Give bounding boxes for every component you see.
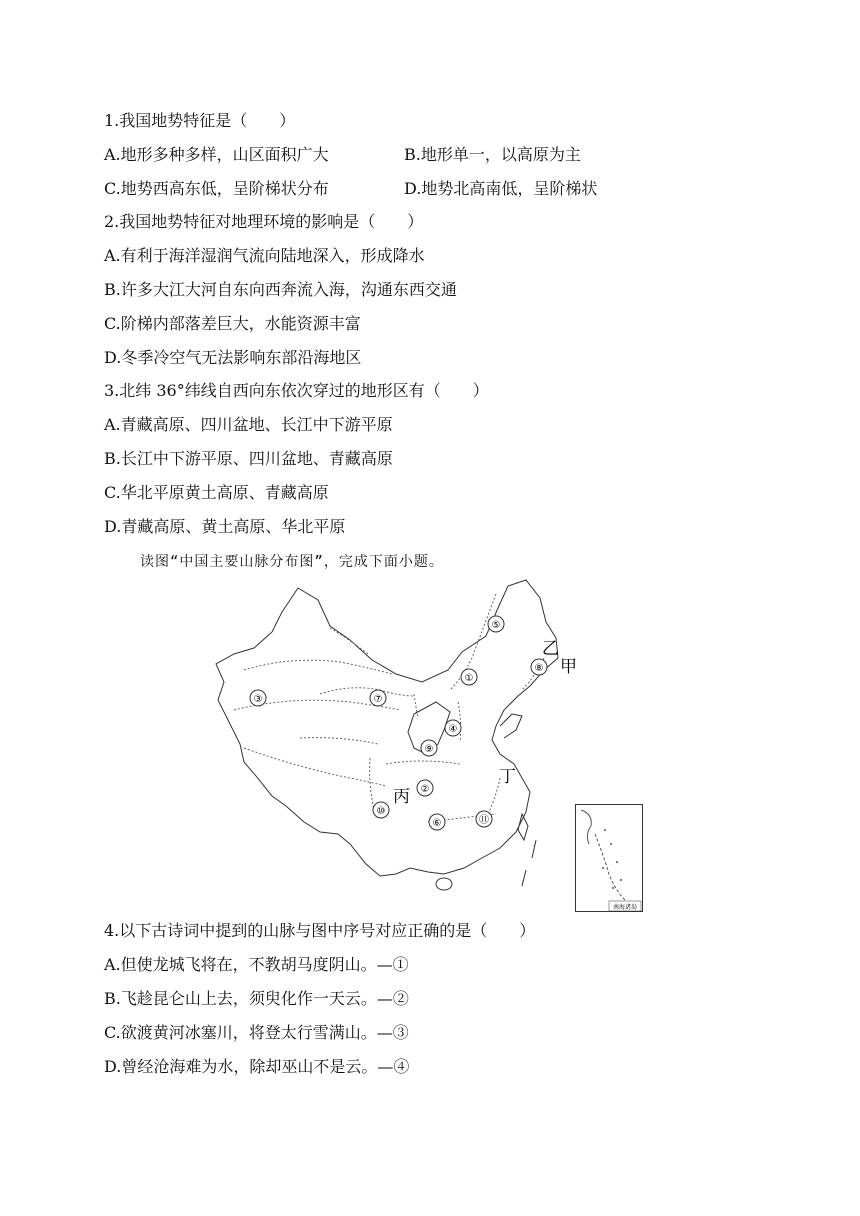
- q3-option-d: D.青藏高原、黄土高原、华北平原: [104, 517, 346, 536]
- boundary-dash: [532, 840, 536, 858]
- marker-1-label: ①: [464, 673, 474, 684]
- marker-4-label: ④: [448, 724, 458, 735]
- marker-6-label: ⑥: [432, 818, 442, 829]
- marker-8: [531, 659, 547, 675]
- q1-option-d: D.地势北高南低，呈阶梯状: [404, 179, 598, 198]
- marker-3-label: ③: [253, 694, 263, 705]
- q1-stem: 1.我国地势特征是（ ）: [104, 111, 296, 130]
- south-china-sea-inset: [575, 804, 643, 912]
- q4-stem: 4.以下古诗词中提到的山脉与图中序号对应正确的是（ ）: [104, 921, 536, 940]
- q4-option-d: D.曾经沧海难为水，除却巫山不是云。—④: [104, 1057, 410, 1076]
- mountain-range-altai: [330, 628, 368, 654]
- marker-9-label: ⑨: [424, 744, 434, 755]
- marker-7-label: ⑦: [373, 694, 383, 705]
- boundary-dash: [522, 870, 526, 886]
- marker-5: [488, 616, 504, 632]
- china-outline: [216, 580, 558, 876]
- q3-option-b: B.长江中下游平原、四川盆地、青藏高原: [104, 449, 393, 468]
- label-yi: 乙: [542, 639, 559, 659]
- marker-11-label: ⑪: [479, 815, 489, 826]
- mountain-range-qinling: [386, 761, 460, 764]
- marker-4: [445, 720, 461, 736]
- q2-option-c: C.阶梯内部落差巨大，水能资源丰富: [104, 314, 361, 333]
- map-intro: 读图“中国主要山脉分布图”，完成下面小题。: [140, 554, 444, 570]
- q2-option-a: A.有利于海洋湿润气流向陆地深入，形成降水: [104, 246, 425, 265]
- marker-10: [373, 802, 389, 818]
- marker-8-label: ⑧: [534, 663, 544, 674]
- q4-option-c: C.欲渡黄河冰塞川，将登太行雪满山。—③: [104, 1023, 409, 1042]
- q3-option-c: C.华北平原黄土高原、青藏高原: [104, 483, 329, 502]
- marker-11: [476, 811, 492, 827]
- label-bing: 丙: [393, 787, 410, 807]
- hainan-island: [436, 878, 452, 890]
- marker-3: [250, 690, 266, 706]
- label-jia: 甲: [560, 657, 577, 677]
- q1-option-b: B.地形单一，以高原为主: [404, 145, 581, 164]
- q2-option-b: B.许多大江大河自东向西奔流入海，沟通东西交通: [104, 280, 457, 299]
- mountain-range-tanggula: [300, 738, 378, 744]
- mountain-range-helan: [414, 694, 418, 718]
- marker-2: [417, 780, 433, 796]
- label-ding: 丁: [499, 767, 516, 787]
- marker-1: [461, 669, 477, 685]
- marker-9: [421, 740, 437, 756]
- china-mountain-map: [200, 578, 577, 898]
- mountain-range-qilian: [320, 688, 414, 696]
- q1-option-a: A.地形多种多样，山区面积广大: [104, 145, 329, 164]
- q3-stem: 3.北纬 36°纬线自西向东依次穿过的地形区有（ ）: [104, 381, 489, 400]
- q3-option-a: A.青藏高原、四川盆地、长江中下游平原: [104, 415, 393, 434]
- mountain-range-himalaya: [244, 748, 386, 786]
- q2-stem: 2.我国地势特征对地理环境的影响是（ ）: [104, 212, 424, 231]
- marker-10-label: ⑩: [376, 806, 386, 817]
- marker-7: [370, 690, 386, 706]
- q4-option-a: A.但使龙城飞将在，不教胡马度阴山。—①: [104, 955, 409, 974]
- marker-2-label: ②: [420, 784, 430, 795]
- marker-6: [429, 814, 445, 830]
- marker-5-label: ⑤: [491, 620, 501, 631]
- q1-option-c: C.地势西高东低，呈阶梯状分布: [104, 179, 329, 198]
- inset-label: 南海诸岛: [612, 904, 638, 911]
- q2-option-d: D.冬季冷空气无法影响东部沿海地区: [104, 348, 362, 367]
- bohai-coast: [500, 714, 522, 738]
- q4-option-b: B.飞趁昆仑山上去，须臾化作一天云。—②: [104, 989, 409, 1008]
- mountain-range-tianshan: [244, 660, 392, 674]
